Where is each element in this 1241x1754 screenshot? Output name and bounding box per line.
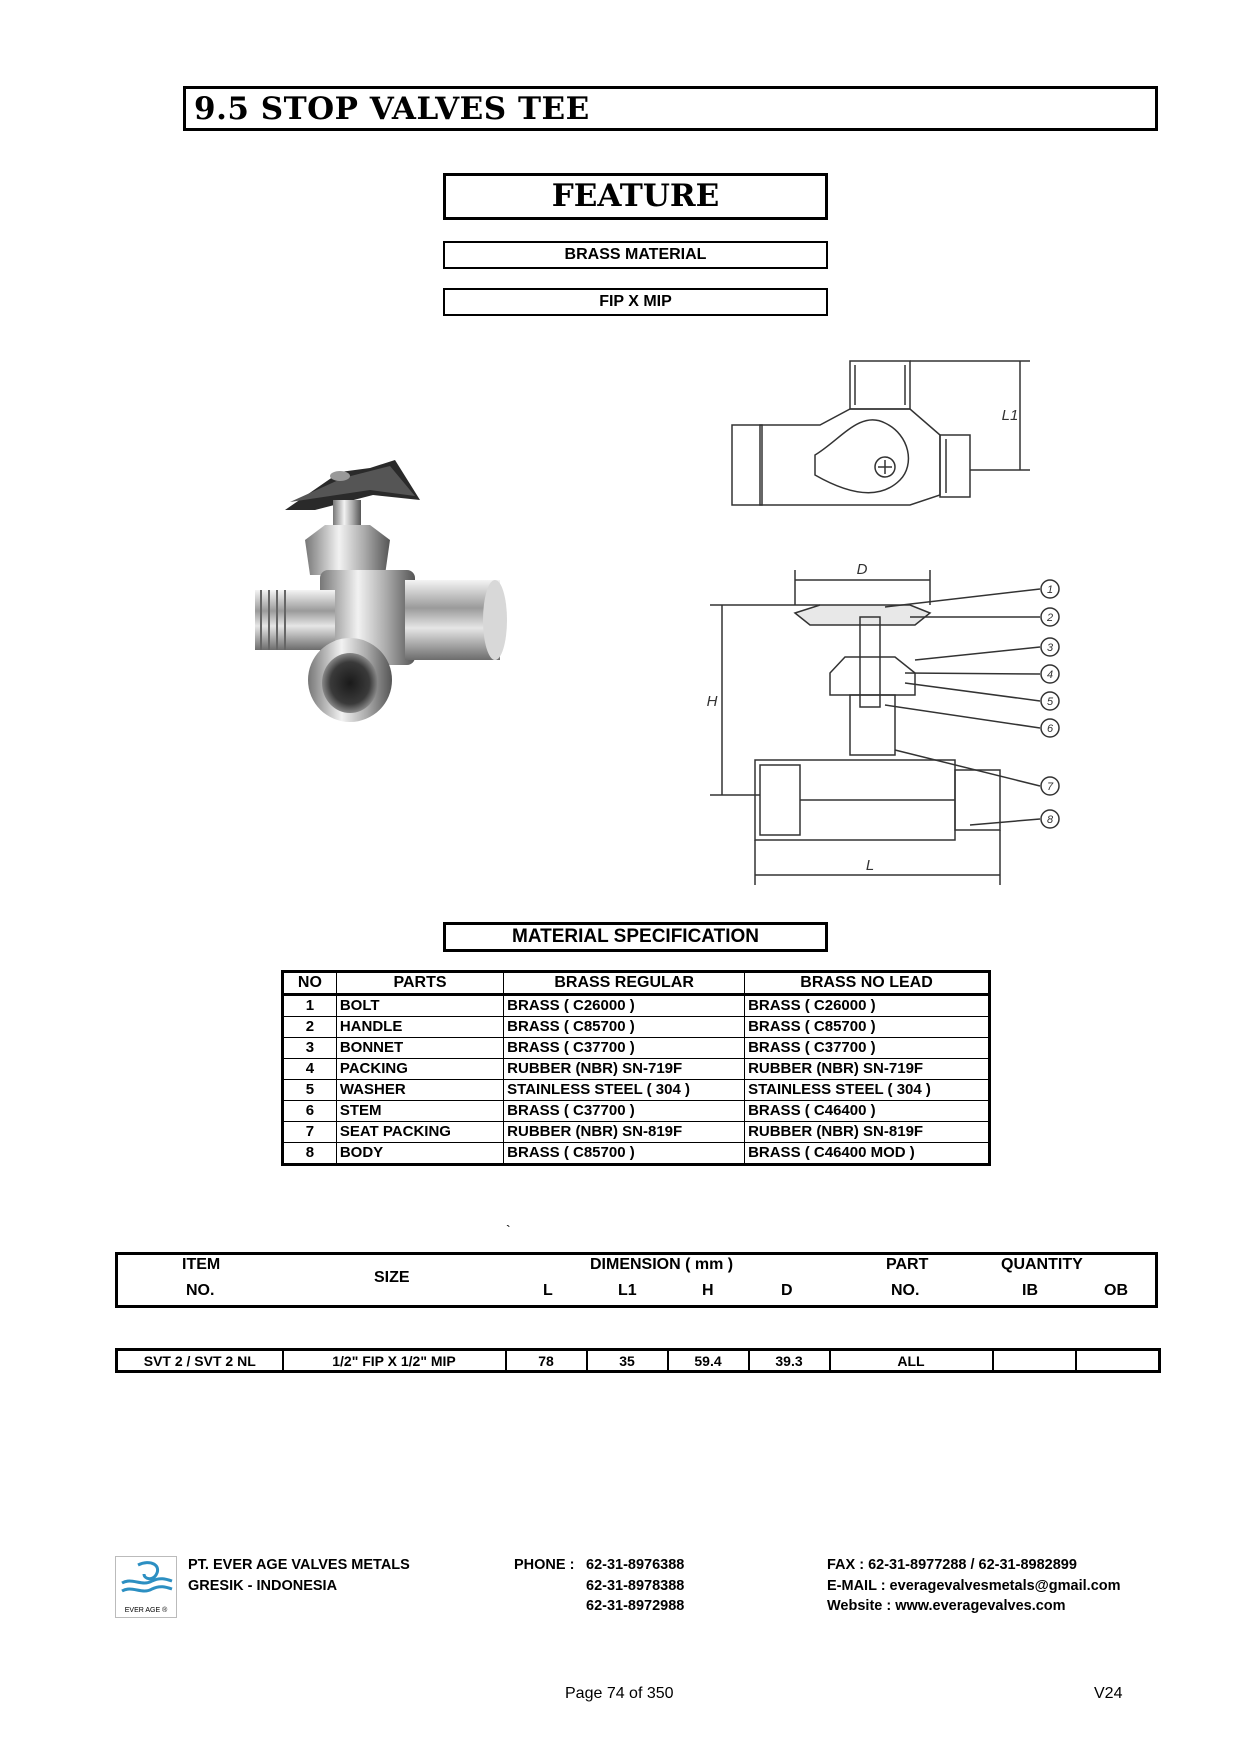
- cell-regular: BRASS ( C26000 ): [504, 995, 745, 1017]
- page-title-box: [183, 86, 1158, 131]
- cell-no: 7: [283, 1122, 337, 1143]
- dimension-table: [115, 1348, 1161, 1373]
- header-dimension: DIMENSION ( mm ): [590, 1256, 734, 1273]
- cell-no-lead: STAINLESS STEEL ( 304 ): [745, 1080, 990, 1101]
- cell-d: 39.3: [749, 1350, 830, 1372]
- table-row: [283, 1017, 990, 1038]
- callout-7: 7: [1046, 781, 1054, 793]
- cell-no-lead: BRASS ( C26000 ): [745, 995, 990, 1017]
- col-parts: PARTS: [336, 972, 503, 995]
- cell-regular: BRASS ( C37700 ): [504, 1101, 745, 1122]
- cell-no-lead: RUBBER (NBR) SN-719F: [745, 1059, 990, 1080]
- cell-no: 1: [283, 995, 337, 1017]
- col-brass-no-lead: BRASS NO LEAD: [745, 972, 990, 995]
- cell-qty-ob: [1076, 1350, 1160, 1372]
- table-row: [283, 1101, 990, 1122]
- cell-no: 2: [283, 1017, 337, 1038]
- material-spec-heading: MATERIAL SPECIFICATION: [443, 922, 828, 952]
- material-spec-table: [281, 970, 991, 1166]
- table-row: [283, 1143, 990, 1165]
- valve-photo: [255, 440, 575, 760]
- cell-part: BOLT: [336, 995, 503, 1017]
- phone-label: PHONE :: [514, 1557, 575, 1573]
- phone-2: 62-31-8978388: [586, 1578, 685, 1594]
- table-row: [283, 1080, 990, 1101]
- callout-4: 4: [1046, 669, 1054, 681]
- cell-part: WASHER: [336, 1080, 503, 1101]
- cell-l1: 35: [587, 1350, 668, 1372]
- table-header-row: [283, 972, 990, 995]
- header-l: L: [543, 1282, 553, 1299]
- callout-3: 3: [1046, 642, 1054, 654]
- table-row: [283, 995, 990, 1017]
- header-item-no: NO.: [186, 1282, 215, 1299]
- header-ob: OB: [1104, 1282, 1128, 1299]
- header-size: SIZE: [374, 1269, 410, 1286]
- logo-text: EVER AGE ®: [124, 1607, 168, 1614]
- dim-label-d: D: [856, 561, 868, 578]
- website-link[interactable]: Website : www.everagevalves.com: [827, 1598, 1066, 1614]
- header-ib: IB: [1022, 1282, 1038, 1299]
- cell-no: 4: [283, 1059, 337, 1080]
- wave-logo-icon: [116, 1557, 176, 1601]
- cell-no: 5: [283, 1080, 337, 1101]
- cell-item-no: SVT 2 / SVT 2 NL: [117, 1350, 283, 1372]
- cell-regular: RUBBER (NBR) SN-819F: [504, 1122, 745, 1143]
- feature-heading: FEATURE: [551, 178, 720, 214]
- dim-label-h: H: [706, 693, 718, 710]
- dim-label-l: L: [865, 857, 875, 874]
- cell-l: 78: [506, 1350, 587, 1372]
- cell-part-no: ALL: [830, 1350, 993, 1372]
- header-h: H: [702, 1282, 714, 1299]
- dim-label-l1: L1: [1001, 407, 1019, 424]
- header-quantity: QUANTITY: [1001, 1256, 1083, 1273]
- callout-6: 6: [1046, 723, 1054, 735]
- table-row: [283, 1059, 990, 1080]
- feature-item-connection: FIP X MIP: [443, 288, 828, 316]
- header-item: ITEM: [182, 1256, 221, 1273]
- col-brass-regular: BRASS REGULAR: [504, 972, 745, 995]
- cell-regular: STAINLESS STEEL ( 304 ): [504, 1080, 745, 1101]
- valve-technical-drawing: [700, 355, 1080, 900]
- header-part: PART: [886, 1256, 929, 1273]
- phone-1: 62-31-8976388: [586, 1557, 685, 1573]
- phone-3: 62-31-8972988: [586, 1598, 685, 1614]
- cell-size: 1/2" FIP X 1/2" MIP: [283, 1350, 506, 1372]
- callout-8: 8: [1046, 814, 1054, 826]
- cell-no-lead: BRASS ( C37700 ): [745, 1038, 990, 1059]
- stray-mark: `: [506, 1222, 511, 1238]
- cell-qty-ib: [993, 1350, 1076, 1372]
- cell-regular: RUBBER (NBR) SN-719F: [504, 1059, 745, 1080]
- col-no: NO: [283, 972, 337, 995]
- cell-no: 8: [283, 1143, 337, 1165]
- cell-regular: BRASS ( C37700 ): [504, 1038, 745, 1059]
- cell-part: HANDLE: [336, 1017, 503, 1038]
- header-l1: L1: [618, 1282, 637, 1299]
- feature-item-material: BRASS MATERIAL: [443, 241, 828, 269]
- cell-part: STEM: [336, 1101, 503, 1122]
- cell-no: 6: [283, 1101, 337, 1122]
- version: V24: [1094, 1685, 1123, 1702]
- cell-no: 3: [283, 1038, 337, 1059]
- callout-1: 1: [1046, 584, 1054, 596]
- table-row: [117, 1350, 1160, 1372]
- cell-part: BODY: [336, 1143, 503, 1165]
- cell-part: PACKING: [336, 1059, 503, 1080]
- cell-no-lead: BRASS ( C46400 MOD ): [745, 1143, 990, 1165]
- company-location: GRESIK - INDONESIA: [188, 1578, 338, 1594]
- header-d: D: [781, 1282, 793, 1299]
- cell-h: 59.4: [668, 1350, 749, 1372]
- cell-no-lead: BRASS ( C46400 ): [745, 1101, 990, 1122]
- cell-no-lead: BRASS ( C85700 ): [745, 1017, 990, 1038]
- feature-heading-box: [443, 173, 828, 220]
- email-link[interactable]: E-MAIL : everagevalvesmetals@gmail.com: [827, 1578, 1121, 1594]
- table-row: [283, 1038, 990, 1059]
- table-row: [283, 1122, 990, 1143]
- company-name: PT. EVER AGE VALVES METALS: [188, 1557, 410, 1573]
- cell-part: BONNET: [336, 1038, 503, 1059]
- company-logo: [115, 1556, 177, 1618]
- callout-5: 5: [1046, 696, 1054, 708]
- page-number: Page 74 of 350: [565, 1685, 674, 1702]
- header-part-no: NO.: [891, 1282, 920, 1299]
- page-title: 9.5 STOP VALVES TEE: [194, 91, 590, 127]
- cell-no-lead: RUBBER (NBR) SN-819F: [745, 1122, 990, 1143]
- fax: FAX : 62-31-8977288 / 62-31-8982899: [827, 1557, 1077, 1573]
- cell-regular: BRASS ( C85700 ): [504, 1017, 745, 1038]
- cell-regular: BRASS ( C85700 ): [504, 1143, 745, 1165]
- cell-part: SEAT PACKING: [336, 1122, 503, 1143]
- dimension-table-header: [115, 1252, 1158, 1308]
- callout-2: 2: [1046, 612, 1054, 624]
